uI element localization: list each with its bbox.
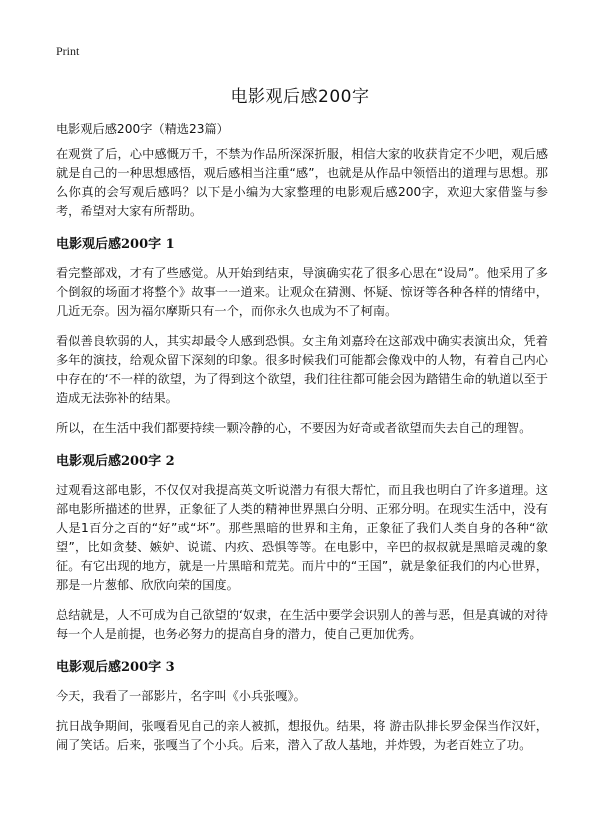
section-heading: 电影观后感200字 3: [56, 660, 175, 675]
intro-paragraph: 在观赏了后，心中感慨万千，不禁为作品所深深折服，相信大家的收获肯定不少吧，观后感就是自己的一种思想感悟，观后感相当注重“感”，也就是从作品中领悟出的道理与思想。那么你真的会写观后感吗？以下是小编为大家整理的电影观后感200字，欢迎大家借鉴与参考，希望对大家有所帮助。: [56, 147, 548, 218]
section-2: [56, 452, 548, 644]
section-paragraph: 今天，我看了一部影片，名字叫《小兵张嘎》。: [56, 689, 306, 703]
section-paragraph: 抗日战争期间，张嘎看见自己的亲人被抓，想报仇。结果，将 游击队排长罗金保当作汉奸，闹了笑话。后来，张嘎当了个小兵。后来，潜入了敌人基地，并炸毁，为老百姓立了功。: [56, 719, 548, 752]
section-paragraph: 所以，在生活中我们都要持续一颗冷静的心，不要因为好奇或者欲望而失去自己的理智。: [56, 421, 532, 435]
section-heading: 电影观后感200字 1: [56, 237, 175, 252]
section-paragraph: 过观看这部电影，不仅仅对我提高英文听说潜力有很大帮忙，而且我也明白了许多道理。这部电影所描述的世界，正象征了人类的精神世界黑白分明、正邪分明。在现实生活中，没有人是1百分之百的“好”或“坏”。那些黑暗的世界和主角，正象征了我们人类自身的各种“欲望”，比如贪婪、嫉妒、说谎、内疚、恐惧等等。在电影中，辛巴的叔叔就是黑暗灵魂的象征。有它出现的地方，就是一片黑暗和荒芜。而片中的“王国”，就是象征我们的内心世界，那是一片葱郁、欣欣向荣的国度。: [56, 483, 548, 592]
section-paragraph: 看似善良软弱的人，其实却最令人感到恐惧。女主角刘嘉玲在这部戏中确实表演出众，凭着多年的演技，给观众留下深刻的印象。很多时候我们可能都会像戏中的人物，有着自己内心中存在的‘不一样的欲望，为了得到这个欲望，我们往往都可能会因为踏错生命的轨道以至于造成无法弥补的结果。: [56, 334, 548, 405]
section-1: [56, 235, 548, 438]
section-3: [56, 658, 548, 755]
section-paragraph: 看完整部戏，才有了些感觉。从开始到结束，导演确实花了很多心思在“设局”。他采用了多个倒叙的场面才将整个》故事一一道来。让观众在猜测、怀疑、惊讶等各种各样的情绪中，几近无奈。因为福尔摩斯只有一个，而你永久也成为不了柯南。: [56, 266, 548, 318]
document-title: 电影观后感200字: [230, 87, 370, 107]
section-heading: 电影观后感200字 2: [56, 454, 175, 469]
document-subtitle: 电影观后感200字（精选23篇）: [56, 122, 229, 136]
print-label: Print: [56, 44, 80, 58]
document-body: [56, 120, 548, 766]
section-paragraph: 总结就是，人不可成为自己欲望的‘奴隶，在生活中要学会识别人的善与恶，但是真诚的对待每一个人是前提，也务必努力的提高自身的潜力，使自己更加优秀。: [56, 608, 548, 641]
